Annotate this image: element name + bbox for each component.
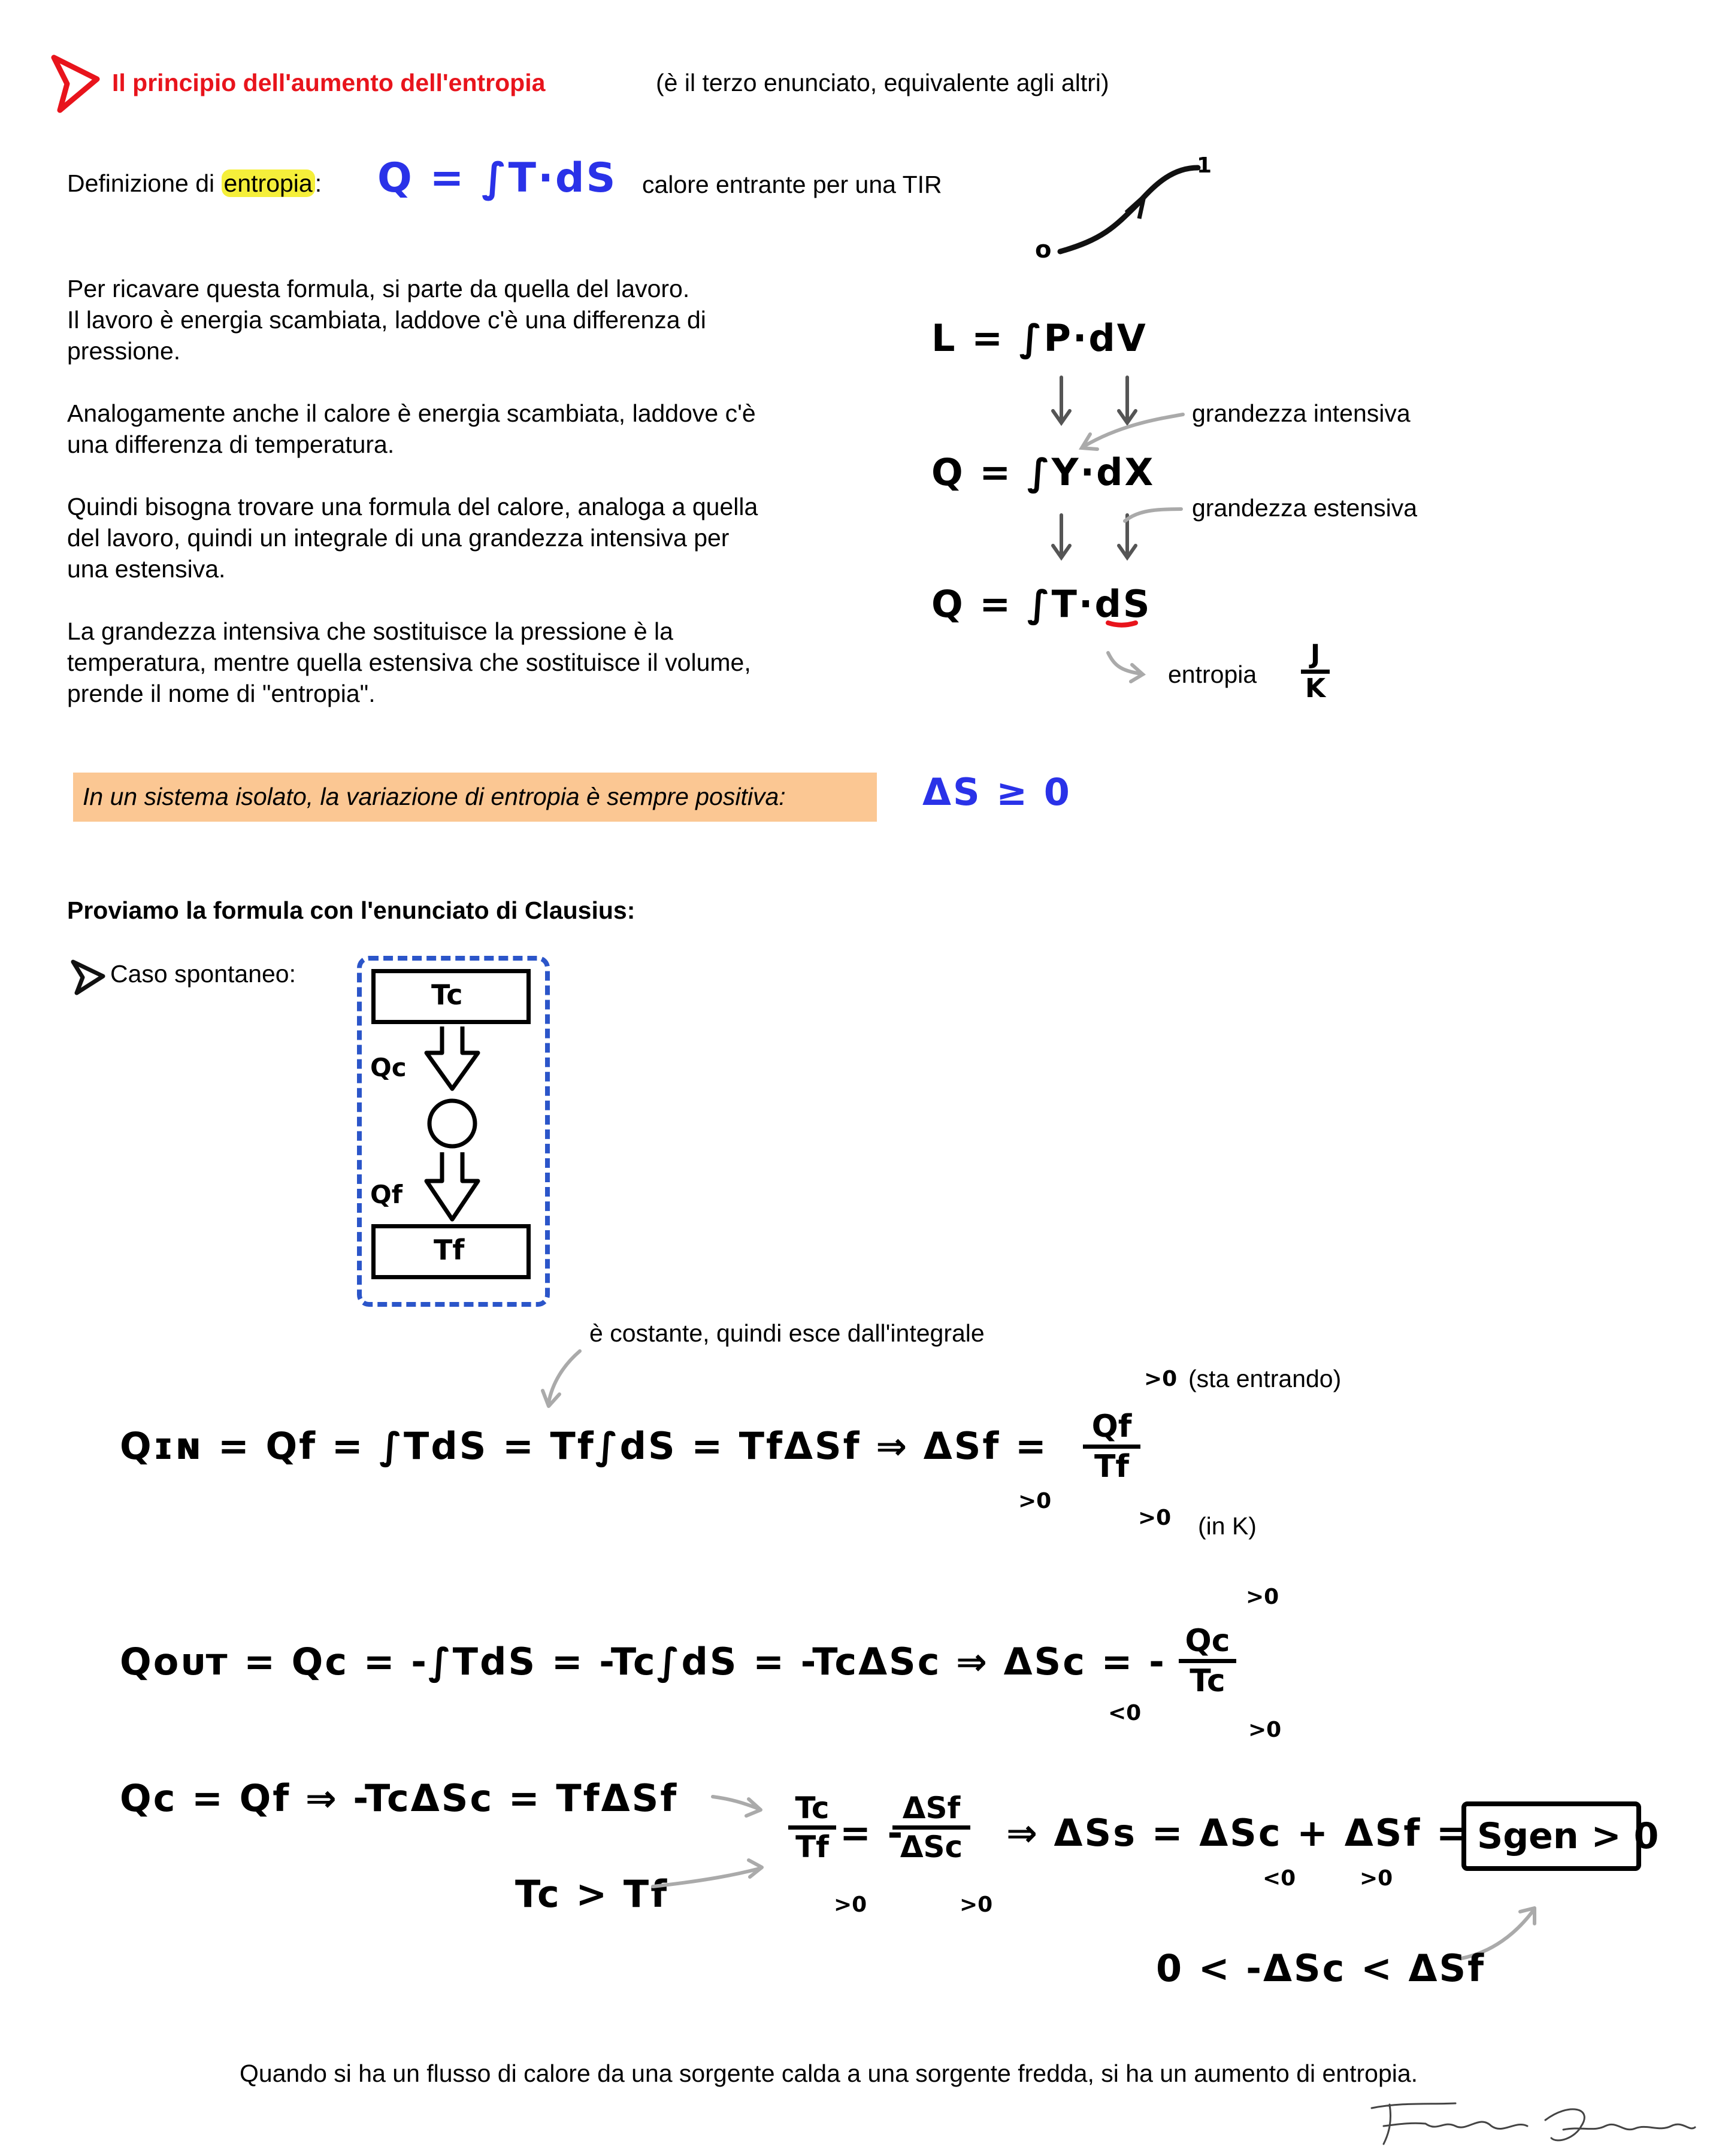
sign-mark: >0: [834, 1892, 867, 1917]
fraction-denominator: Tf: [1094, 1449, 1130, 1485]
constant-note-arrow: [539, 1348, 587, 1413]
paragraph-3: [67, 491, 846, 585]
paragraph-line: Il lavoro è energia scambiata, laddove c'è una differenza di: [67, 306, 706, 334]
paragraph-line: Per ricavare questa formula, si parte da quella del lavoro.: [67, 275, 690, 302]
temperature-relation: Tc > Tf: [515, 1872, 669, 1916]
generic-heat-formula: Q = ∫Y·dX: [931, 450, 1155, 494]
sign-mark: >0: [960, 1892, 993, 1917]
fraction-dsf-dsc: [892, 1791, 970, 1864]
transformation-curve: [1030, 150, 1222, 270]
paragraph-line: La grandezza intensiva che sostituisce la pressione è la: [67, 617, 673, 645]
page-title: Il principio dell'aumento dell'entropia: [112, 69, 546, 96]
fraction-tc-tf: [788, 1791, 836, 1864]
label-extensive: grandezza estensiva: [1192, 494, 1418, 522]
fraction-numerator: Qc: [1185, 1623, 1230, 1659]
statement-box: [73, 773, 877, 822]
constant-note: è costante, quindi esce dall'integrale: [589, 1319, 985, 1347]
equation-heat-out: Qᴏᴜᴛ = Qc = -∫TdS = -Tc∫dS = -TcΔSc ⇒ ΔSc = -: [120, 1640, 1166, 1683]
merge-arrows: [707, 1785, 773, 1886]
paragraph-line: pressione.: [67, 337, 181, 365]
curve-start-label: o: [1035, 236, 1052, 264]
sign-mark: <0: [1108, 1701, 1142, 1725]
definition-label: Definizione di: [67, 169, 215, 197]
sign-mark: >0: [1144, 1367, 1178, 1391]
heat-hot-label: Qc: [370, 1053, 407, 1082]
sign-mark: >0: [1360, 1866, 1393, 1891]
sign-mark: >0: [1246, 1585, 1279, 1609]
equals-minus: = -: [840, 1811, 905, 1855]
highlighted-word: entropia: [222, 169, 315, 197]
paragraph-2: [67, 398, 846, 460]
case-label: Caso spontaneo:: [110, 960, 296, 988]
sign-mark: <0: [1263, 1866, 1296, 1891]
unit-denominator: K: [1305, 673, 1326, 704]
clausius-heading: Proviamo la formula con l'enunciato di Clausius:: [67, 897, 635, 924]
entropy-unit: [1297, 640, 1333, 704]
fraction-denominator: ΔSc: [900, 1830, 963, 1864]
in-kelvin-note: (in K): [1198, 1512, 1257, 1540]
equation-total-entropy: ⇒ ΔSs = ΔSc + ΔSf =: [1006, 1811, 1469, 1855]
sign-mark: >0: [1018, 1489, 1052, 1513]
curve-end-label: 1: [1197, 153, 1212, 178]
boxed-result-text: Sgen > 0: [1477, 1815, 1659, 1857]
definition-line: [67, 168, 322, 199]
derivation-arrows: [1018, 371, 1210, 683]
equation-heat-in: Qɪɴ = Qf = ∫TdS = Tf∫dS = TfΔSf ⇒ ΔSf =: [120, 1424, 1048, 1468]
title-note: (è il terzo enunciato, equivalente agli altri): [656, 69, 1109, 96]
entropy-inequality-chain: 0 < -ΔSc < ΔSf: [1156, 1946, 1486, 1990]
fraction-numerator: Tc: [795, 1791, 830, 1825]
work-formula: L = ∫P·dV: [931, 316, 1148, 360]
heat-flow-arrows: [419, 1024, 485, 1224]
definition-colon: :: [314, 169, 322, 197]
heat-cold-label: Qf: [370, 1180, 402, 1209]
paragraph-line: una estensiva.: [67, 555, 226, 583]
label-entropy: entropia: [1168, 661, 1257, 688]
definition-caption: calore entrante per una TIR: [642, 171, 942, 198]
signature: [1366, 2096, 1701, 2150]
paragraph-4: [67, 616, 846, 709]
paragraph-line: del lavoro, quindi un integrale di una grandezza intensiva per: [67, 524, 730, 552]
entropy-inequality: ΔS ≥ 0: [922, 770, 1072, 814]
label-intensive: grandezza intensiva: [1192, 399, 1411, 427]
entering-note: (sta entrando): [1188, 1365, 1342, 1392]
sign-mark: >0: [1138, 1506, 1172, 1530]
conclusion-text: Quando si ha un flusso di calore da una sorgente calda a una sorgente fredda, si ha un aumento di entropia.: [240, 2060, 1418, 2087]
arrow-pointer-small-icon: [71, 959, 105, 995]
fraction-qc-tc: [1179, 1623, 1236, 1699]
paragraph-line: Analogamente anche il calore è energia scambiata, laddove c'è: [67, 399, 756, 427]
boxed-result: [1461, 1801, 1659, 1871]
paragraph-line: Quindi bisogna trovare una formula del calore, analoga a quella: [67, 493, 758, 520]
heat-entropy-formula: Q = ∫T·dS: [931, 582, 1152, 626]
cold-reservoir-label: Tf: [434, 1234, 465, 1266]
fraction-numerator: ΔSf: [902, 1791, 961, 1825]
sign-mark: >0: [1248, 1718, 1282, 1742]
fraction-denominator: Tf: [795, 1830, 829, 1864]
statement-text: In un sistema isolato, la variazione di entropia è sempre positiva:: [83, 783, 786, 810]
equation-heat-balance: Qc = Qf ⇒ -TcΔSc = TfΔSf: [120, 1776, 679, 1820]
hot-reservoir-label: Tc: [431, 979, 463, 1011]
fraction-denominator: Tc: [1190, 1663, 1225, 1699]
fraction-numerator: Qf: [1091, 1409, 1132, 1445]
paragraph-line: una differenza di temperatura.: [67, 431, 395, 458]
entropy-definition-formula: Q = ∫T·dS: [377, 155, 618, 202]
paragraph-line: temperatura, mentre quella estensiva che sostituisce il volume,: [67, 649, 751, 676]
paragraph-line: prende il nome di "entropia".: [67, 680, 376, 707]
unit-numerator: J: [1310, 639, 1321, 670]
fraction-qf-tf: [1083, 1409, 1140, 1485]
paragraph-1: [67, 273, 846, 367]
arrow-pointer-icon: [52, 55, 99, 113]
